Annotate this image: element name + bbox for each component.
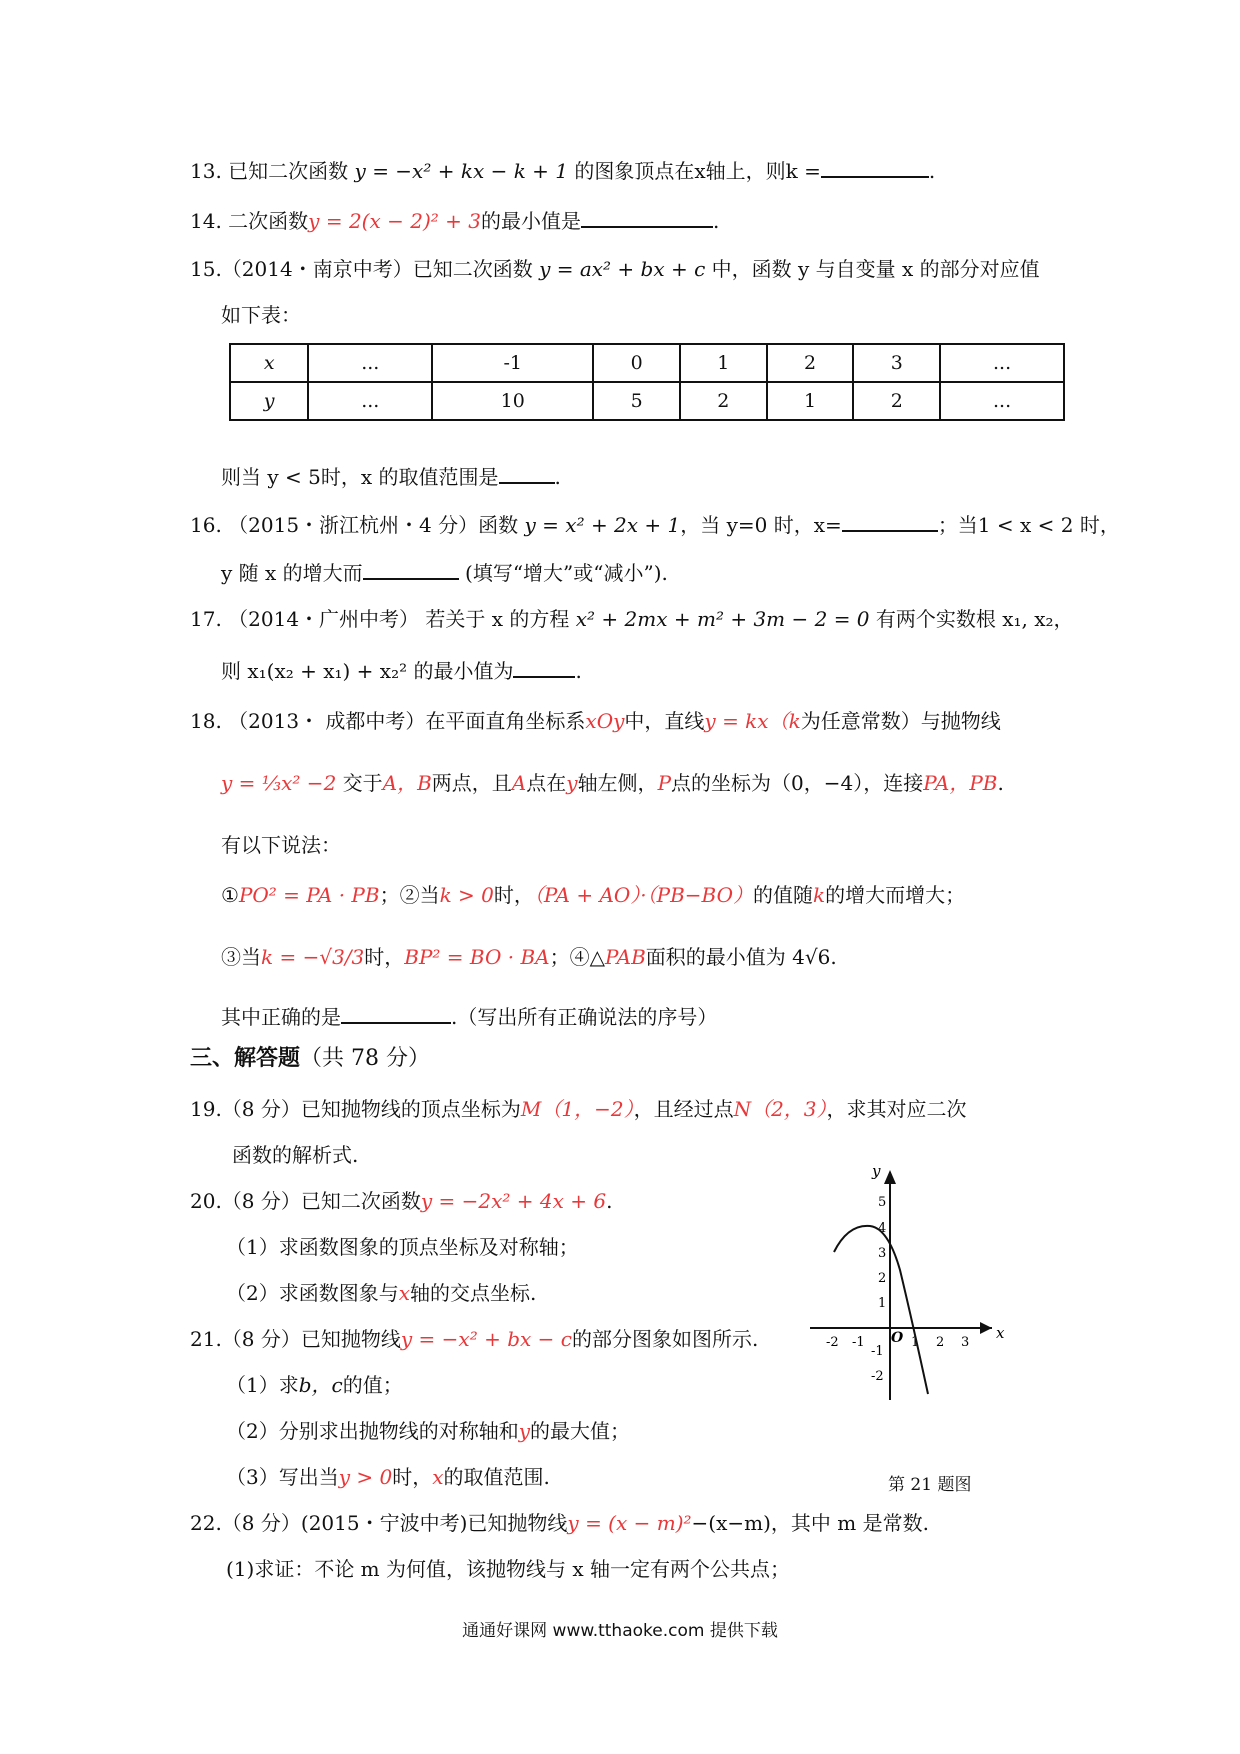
question-18-line5 xyxy=(221,942,837,972)
q18-text: 两点，且 xyxy=(431,771,512,795)
q19-text-end: ，求其对应二次 xyxy=(826,1097,967,1121)
q19-point-n: N（2，3） xyxy=(733,1097,827,1121)
q18-text: ；④△ xyxy=(549,945,605,969)
x-tick: 1 xyxy=(911,1335,920,1350)
q15-expression: y = ax² + bx + c xyxy=(539,257,706,281)
y-tick: 2 xyxy=(878,1271,887,1286)
question-22-part1: (1)求证：不论 m 为何值，该抛物线与 x 轴一定有两个公共点； xyxy=(226,1557,791,1581)
q16-prefix: 16. （2015・浙江杭州・4 分）函数 xyxy=(190,513,525,537)
x-tick: 2 xyxy=(936,1335,945,1350)
q21-part1-text: （1）求 xyxy=(226,1373,299,1397)
answer-blank[interactable] xyxy=(513,654,575,678)
q14-expression: y = 2(x − 2)² + 3 xyxy=(308,209,481,233)
q18-axis: y xyxy=(566,771,578,795)
y-tick: -1 xyxy=(871,1344,884,1359)
q18-marker: ③当 xyxy=(221,945,261,969)
q16-line2-end: (填写“增大”或“减小”). xyxy=(458,561,668,585)
q18-marker: ① xyxy=(221,883,239,907)
q15-text: 中，函数 y 与自变量 x 的部分对应值 xyxy=(705,257,1040,281)
question-16-line1 xyxy=(190,508,1120,540)
x-axis-arrow xyxy=(980,1322,992,1334)
question-16-line2 xyxy=(221,556,668,588)
q16-line2-text: y 随 x 的增大而 xyxy=(221,561,363,585)
answer-blank[interactable] xyxy=(499,460,555,484)
question-17-line2 xyxy=(221,654,582,686)
q18-k: k xyxy=(813,883,826,907)
figure-caption: 第 21 题图 xyxy=(888,1475,972,1495)
answer-blank[interactable] xyxy=(821,154,929,178)
q18-text: 的值随 xyxy=(753,883,814,907)
q18-statement-1: PO² = PA · PB xyxy=(238,883,380,907)
y-axis-arrow xyxy=(884,1170,896,1184)
y-tick: 4 xyxy=(878,1221,887,1236)
value-table xyxy=(229,343,1065,421)
q13-prefix: 13. 已知二次函数 xyxy=(190,159,355,183)
q20-prefix: 20.（8 分）已知二次函数 xyxy=(190,1189,421,1213)
q18-segments: PA，PB xyxy=(923,771,998,795)
q13-text: 的图象顶点在x轴上，则k = xyxy=(568,159,821,183)
q21-part1-end: 的值； xyxy=(342,1373,403,1397)
q15-after-text: 则当 y < 5时，x 的取值范围是 xyxy=(221,465,499,489)
table-cell: ... xyxy=(940,382,1064,420)
q20-part2-text: （2）求函数图象与 xyxy=(226,1281,399,1305)
table-cell: y xyxy=(230,382,308,420)
q21-part3-end: 的取值范围. xyxy=(443,1465,550,1489)
q14-end: . xyxy=(712,209,720,233)
q18-points: A，B xyxy=(382,771,432,795)
q21-part3-mid: 时， xyxy=(392,1465,433,1489)
section-title: 三、解答题 xyxy=(190,1046,301,1071)
q21-part3-text: （3）写出当 xyxy=(226,1465,339,1489)
question-15-line1 xyxy=(190,254,1040,284)
q21-condition: y > 0 xyxy=(338,1465,393,1489)
q21-x: x xyxy=(432,1465,444,1489)
q18-triangle: PAB xyxy=(605,945,646,969)
table-cell: 1 xyxy=(680,344,767,382)
question-14 xyxy=(190,204,719,236)
table-cell: 2 xyxy=(680,382,767,420)
table-cell: x xyxy=(230,344,308,382)
table-cell: 2 xyxy=(767,344,854,382)
q18-condition: k = −√3/3 xyxy=(261,945,365,969)
q18-text: 点在 xyxy=(526,771,567,795)
q20-expression: y = −2x² + 4x + 6 xyxy=(420,1189,607,1213)
question-15-line3 xyxy=(221,460,561,492)
q18-statement-3: BP² = BO · BA xyxy=(404,945,550,969)
q18-answer-prompt: 其中正确的是 xyxy=(221,1005,341,1029)
origin-label: O xyxy=(891,1330,904,1346)
y-tick: 1 xyxy=(878,1296,887,1311)
q19-point-m: M（1，−2） xyxy=(520,1097,634,1121)
q17-line2-end: . xyxy=(575,659,582,683)
y-tick: -2 xyxy=(871,1369,884,1384)
question-13 xyxy=(190,154,935,186)
q18-line-expr: y = kx（k xyxy=(704,709,801,733)
question-21-part1 xyxy=(226,1370,403,1400)
q21-vars: b，c xyxy=(298,1373,343,1397)
question-20-part2 xyxy=(226,1278,536,1308)
q18-text: 的增大而增大； xyxy=(825,883,966,907)
q14-prefix: 14. 二次函数 xyxy=(190,209,309,233)
question-18-line1 xyxy=(190,706,1001,736)
question-19-line1 xyxy=(190,1094,967,1124)
x-tick: -2 xyxy=(826,1335,839,1350)
table-cell: 0 xyxy=(593,344,680,382)
answer-blank[interactable] xyxy=(341,1000,451,1024)
q18-condition: k > 0 xyxy=(439,883,494,907)
question-18-line4 xyxy=(221,880,965,910)
parabola-figure xyxy=(800,1160,1020,1420)
q18-parabola-expr: y = ⅓x² −2 xyxy=(221,771,337,795)
q18-statement-2: （PA + AO）·（PB−BO） xyxy=(533,883,754,907)
q15-prefix: 15.（2014・南京中考）已知二次函数 xyxy=(190,257,540,281)
q21-part2-end: 的最大值； xyxy=(530,1419,631,1443)
table-cell: 5 xyxy=(593,382,680,420)
q18-point-p: P xyxy=(657,771,672,795)
table-cell: ... xyxy=(308,382,432,420)
question-19-line2: 函数的解析式. xyxy=(232,1143,359,1167)
q22-text: −(x−m)，其中 m 是常数. xyxy=(691,1511,929,1535)
table-row-x xyxy=(230,344,1064,382)
table-cell: 10 xyxy=(432,382,593,420)
page-footer: 通通好课网 www.tthaoke.com 提供下载 xyxy=(462,1621,778,1641)
q18-text: . xyxy=(997,771,1004,795)
q18-prefix: 18. （2013・ 成都中考）在平面直角坐标系 xyxy=(190,709,586,733)
q14-text: 的最小值是 xyxy=(480,209,581,233)
q16-text: ，当 y=0 时，x= xyxy=(680,513,842,537)
q20-x: x xyxy=(398,1281,411,1305)
section-points: （共 78 分） xyxy=(300,1046,430,1071)
q18-coord-system: xOy xyxy=(585,709,625,733)
question-20 xyxy=(190,1186,612,1216)
q21-expression: y = −x² + bx − c xyxy=(400,1327,572,1351)
q18-text: ；②当 xyxy=(379,883,440,907)
question-18-line6 xyxy=(221,1000,717,1032)
q15-after-end: . xyxy=(554,465,561,489)
question-15-line2: 如下表： xyxy=(221,303,301,327)
q20-part2-end: 轴的交点坐标. xyxy=(410,1281,537,1305)
y-axis-label: y xyxy=(872,1162,881,1180)
table-cell: 3 xyxy=(853,344,940,382)
y-tick: 5 xyxy=(878,1195,887,1210)
q21-prefix: 21.（8 分）已知抛物线 xyxy=(190,1327,401,1351)
q20-end: . xyxy=(606,1189,613,1213)
table-cell: -1 xyxy=(432,344,593,382)
q22-expression: y = (x − m)² xyxy=(567,1511,692,1535)
q13-expression: y = −x² + kx − k + 1 xyxy=(354,159,569,183)
question-21-part3 xyxy=(226,1462,550,1492)
answer-blank[interactable] xyxy=(363,556,459,580)
question-21 xyxy=(190,1324,758,1354)
table-cell: ... xyxy=(308,344,432,382)
question-17-line1 xyxy=(190,604,1074,634)
answer-blank[interactable] xyxy=(842,508,938,532)
question-18-line2 xyxy=(221,768,1004,798)
q18-text-2: 为任意常数）与抛物线 xyxy=(800,709,1001,733)
q18-text: 时， xyxy=(493,883,534,907)
q21-y: y xyxy=(518,1419,531,1443)
question-18-line3: 有以下说法： xyxy=(221,833,341,857)
q19-prefix: 19.（8 分）已知抛物线的顶点坐标为 xyxy=(190,1097,521,1121)
table-row-y xyxy=(230,382,1064,420)
q22-prefix: 22.（8 分）(2015・宁波中考)已知抛物线 xyxy=(190,1511,568,1535)
q18-point-a: A xyxy=(511,771,527,795)
table-cell: 1 xyxy=(767,382,854,420)
q17-line2-text: 则 x₁(x₂ + x₁) + x₂² 的最小值为 xyxy=(221,659,514,683)
q16-text-end: ；当1 < x < 2 时， xyxy=(937,513,1120,537)
q19-text: ，且经过点 xyxy=(633,1097,734,1121)
q17-expression: x² + 2mx + m² + 3m − 2 = 0 xyxy=(575,607,870,631)
q13-end: . xyxy=(928,159,936,183)
q16-expression: y = x² + 2x + 1 xyxy=(524,513,681,537)
q18-text: 交于 xyxy=(336,771,383,795)
q18-text: 面积的最小值为 4√6. xyxy=(645,945,837,969)
q18-text: 时， xyxy=(364,945,405,969)
table-cell: 2 xyxy=(853,382,940,420)
question-21-part2 xyxy=(226,1416,630,1446)
table-cell: ... xyxy=(940,344,1064,382)
q17-prefix: 17. （2014・广州中考） 若关于 x 的方程 xyxy=(190,607,576,631)
question-20-part1: （1）求函数图象的顶点坐标及对称轴； xyxy=(226,1235,579,1259)
q18-answer-note: .（写出所有正确说法的序号） xyxy=(451,1005,718,1029)
q21-text: 的部分图象如图所示. xyxy=(571,1327,759,1351)
x-tick: 3 xyxy=(961,1335,970,1350)
x-axis-label: x xyxy=(996,1324,1005,1342)
q18-text: 点的坐标为（0，−4），连接 xyxy=(671,771,924,795)
q21-part2-text: （2）分别求出抛物线的对称轴和 xyxy=(226,1419,519,1443)
x-tick: -1 xyxy=(852,1335,865,1350)
question-22 xyxy=(190,1508,929,1538)
answer-blank[interactable] xyxy=(581,204,713,228)
section-heading xyxy=(190,1044,430,1074)
q18-text: 轴左侧， xyxy=(577,771,658,795)
q18-text: 中，直线 xyxy=(624,709,705,733)
y-tick: 3 xyxy=(878,1246,887,1261)
q17-text: 有两个实数根 x₁, x₂， xyxy=(869,607,1074,631)
